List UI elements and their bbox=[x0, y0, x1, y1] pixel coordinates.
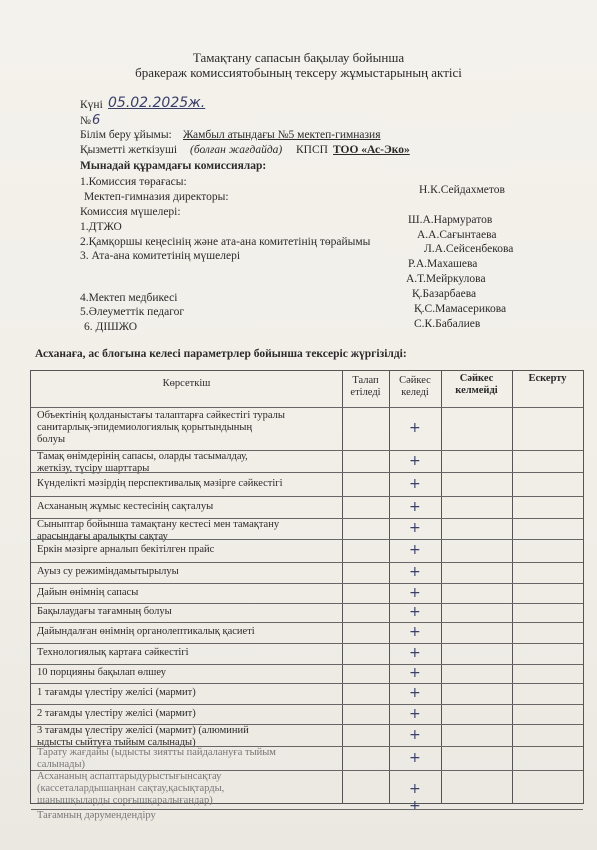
header-match-line: келеді bbox=[401, 387, 429, 398]
role-nurse: 4.Мектеп медбикесі bbox=[80, 292, 178, 304]
school-value: Жамбыл атындағы №5 мектеп-гимназия bbox=[183, 129, 381, 141]
role-trustee-chair: 2.Қамқоршы кеңесінің және ата-ана комитетінің төрайымы bbox=[80, 236, 371, 248]
match-mark: + bbox=[409, 665, 421, 681]
row-text: 3 тағамды үлестіру желісі (мармит) (алюминий bbox=[37, 725, 249, 736]
header-nomatch-line: келмейді bbox=[455, 385, 498, 396]
inspection-intro: Асханаға, ас блогына келесі параметрлер бойынша тексеріс жүргізілді: bbox=[35, 348, 407, 360]
row-text: Күнделікті мәзірдің перспективалық мәзірге сәйкестігі bbox=[37, 478, 283, 489]
match-mark: + bbox=[409, 624, 421, 640]
header-required-line: етіледі bbox=[350, 387, 381, 398]
role-dishzho: 6. ДІШЖО bbox=[84, 321, 138, 333]
row-text: салынады) bbox=[37, 759, 86, 770]
table-row bbox=[37, 708, 337, 720]
row-text: санитарлық-эпидемиологиялық қорытындының bbox=[37, 422, 253, 433]
table-row bbox=[37, 478, 337, 490]
table-row bbox=[37, 606, 337, 618]
member-name: А.Т.Мейркулова bbox=[406, 273, 486, 285]
match-mark: + bbox=[409, 604, 421, 620]
member-name: А.А.Сағынтаева bbox=[417, 229, 497, 241]
chair-heading: 1.Комиссия төрағасы: bbox=[80, 176, 187, 188]
header-required bbox=[342, 375, 389, 399]
table-row bbox=[37, 566, 337, 578]
header-required-line: Талап bbox=[352, 375, 379, 386]
number-value: 6 bbox=[92, 113, 101, 128]
member-name: С.К.Бабалиев bbox=[414, 318, 481, 330]
role-parent-members: 3. Ата-ана комитетінің мүшелері bbox=[80, 250, 241, 262]
inspection-table bbox=[30, 370, 584, 821]
header-indicator: Көрсеткіш bbox=[162, 378, 211, 389]
table-row bbox=[37, 810, 337, 822]
member-name: Қ.Базарбаева bbox=[412, 288, 477, 300]
match-mark: + bbox=[409, 499, 421, 515]
table-row bbox=[37, 544, 337, 556]
match-mark: + bbox=[409, 798, 421, 814]
match-mark: + bbox=[409, 476, 421, 492]
role-social-pedagogue: 5.Әлеуметтік педагог bbox=[80, 306, 185, 318]
member-name: Р.А.Махашева bbox=[408, 258, 478, 270]
match-mark: + bbox=[409, 585, 421, 601]
row-text: Дайын өнімнің сапасы bbox=[37, 587, 139, 598]
match-mark: + bbox=[409, 781, 421, 797]
row-text: Тағамның дәрумендендіру bbox=[37, 810, 156, 821]
row-text: 2 тағамды үлестіру желісі (мармит) bbox=[37, 708, 196, 719]
row-text: 10 порцияны бақылап өлшеу bbox=[37, 667, 166, 678]
row-text: Объектінің қолданыстағы талаптарға сәйкестігі туралы bbox=[37, 410, 285, 421]
act-title-line-2: бракераж комиссиятобының тексеру жұмыстарының актісі bbox=[135, 65, 462, 80]
provider-value: ТОО «Ас-Эко» bbox=[333, 144, 410, 156]
table-row bbox=[37, 410, 337, 446]
match-mark: + bbox=[409, 685, 421, 701]
table-row bbox=[37, 687, 337, 699]
row-text: Сыныптар бойынша тамақтану кестесі мен тамақтану bbox=[37, 519, 280, 530]
table-row bbox=[37, 667, 337, 679]
match-mark: + bbox=[409, 750, 421, 766]
match-mark: + bbox=[409, 727, 421, 743]
row-text: шанышқыларды сорғышқаралығандар) bbox=[37, 795, 213, 806]
table-row bbox=[37, 647, 337, 659]
header-note: Ескерту bbox=[528, 373, 567, 384]
chair-name: Н.К.Сейдахметов bbox=[419, 184, 505, 196]
provider-note: (болған жағдайда) bbox=[190, 144, 283, 156]
header-nomatch-line: Сәйкес bbox=[459, 373, 494, 384]
members-heading: Комиссия мүшелері: bbox=[80, 206, 181, 218]
match-mark: + bbox=[409, 564, 421, 580]
header-nomatch bbox=[441, 373, 512, 397]
row-text: Технологиялық картаға сәйкестігі bbox=[37, 647, 189, 658]
row-text: Бақылаудағы тағамның болуы bbox=[37, 606, 172, 617]
row-text: (кассеталардышаңнан сақтау,қасықтарды, bbox=[37, 783, 225, 794]
act-title-line-1: Тамақтану сапасын бақылау бойынша bbox=[192, 50, 405, 65]
date-label: Күні bbox=[80, 99, 103, 111]
match-mark: + bbox=[409, 706, 421, 722]
commission-intro: Мынадай құрамдағы комиссиялар: bbox=[80, 160, 267, 172]
row-text: Тарату жағдайы (ыдысты зиятты пайдалануға тыйым bbox=[37, 747, 276, 758]
row-text: Еркін мәзірге арналып бекітілген прайс bbox=[37, 544, 215, 555]
member-name: Қ.С.Мамасерикова bbox=[414, 303, 507, 315]
role-dtzho: 1.ДТЖО bbox=[80, 221, 122, 233]
table-row bbox=[37, 501, 337, 513]
table-row bbox=[37, 626, 337, 638]
row-text: 1 тағамды үлестіру желісі (мармит) bbox=[37, 687, 196, 698]
row-text: Асхананың жұмыс кестесінің сақталуы bbox=[37, 501, 214, 512]
match-mark: + bbox=[409, 520, 421, 536]
row-text: арасындағы аралықты сақтау bbox=[37, 531, 168, 542]
row-text: Ауыз су режиміндамытырылуы bbox=[37, 566, 179, 577]
date-value: 05.02.2025ж. bbox=[108, 95, 206, 111]
member-name: Л.А.Сейсенбекова bbox=[424, 243, 514, 255]
row-text: Дайындалған өнімнің органолептикалық қасиеті bbox=[37, 626, 255, 637]
header-match bbox=[389, 375, 441, 399]
member-name: Ш.А.Нармуратов bbox=[408, 214, 493, 226]
school-label: Білім беру ұйымы: bbox=[80, 129, 172, 141]
match-mark: + bbox=[409, 420, 421, 436]
row-text: жеткізу, түсіру шарттары bbox=[37, 463, 150, 474]
row-text: Тамақ өнімдерінің сапасы, оларды тасымалдау, bbox=[37, 451, 248, 462]
provider-label: Қызметті жеткізуші bbox=[80, 144, 178, 156]
table-row bbox=[37, 587, 337, 599]
match-mark: + bbox=[409, 453, 421, 469]
provider-type: КПСП bbox=[296, 144, 328, 156]
table-row bbox=[37, 771, 337, 807]
chair-role: Мектеп-гимназия директоры: bbox=[84, 191, 229, 203]
table-row bbox=[37, 747, 337, 771]
match-mark: + bbox=[409, 542, 421, 558]
match-mark: + bbox=[409, 645, 421, 661]
number-label: № bbox=[80, 115, 91, 127]
header-match-line: Сәйкес bbox=[399, 375, 431, 386]
row-text: болуы bbox=[37, 434, 65, 445]
row-text: Асхананың аспаптарыдурыстығынсақтау bbox=[37, 771, 222, 782]
row-text: ыдысты сыйтуға тыйым салынады) bbox=[37, 737, 196, 748]
